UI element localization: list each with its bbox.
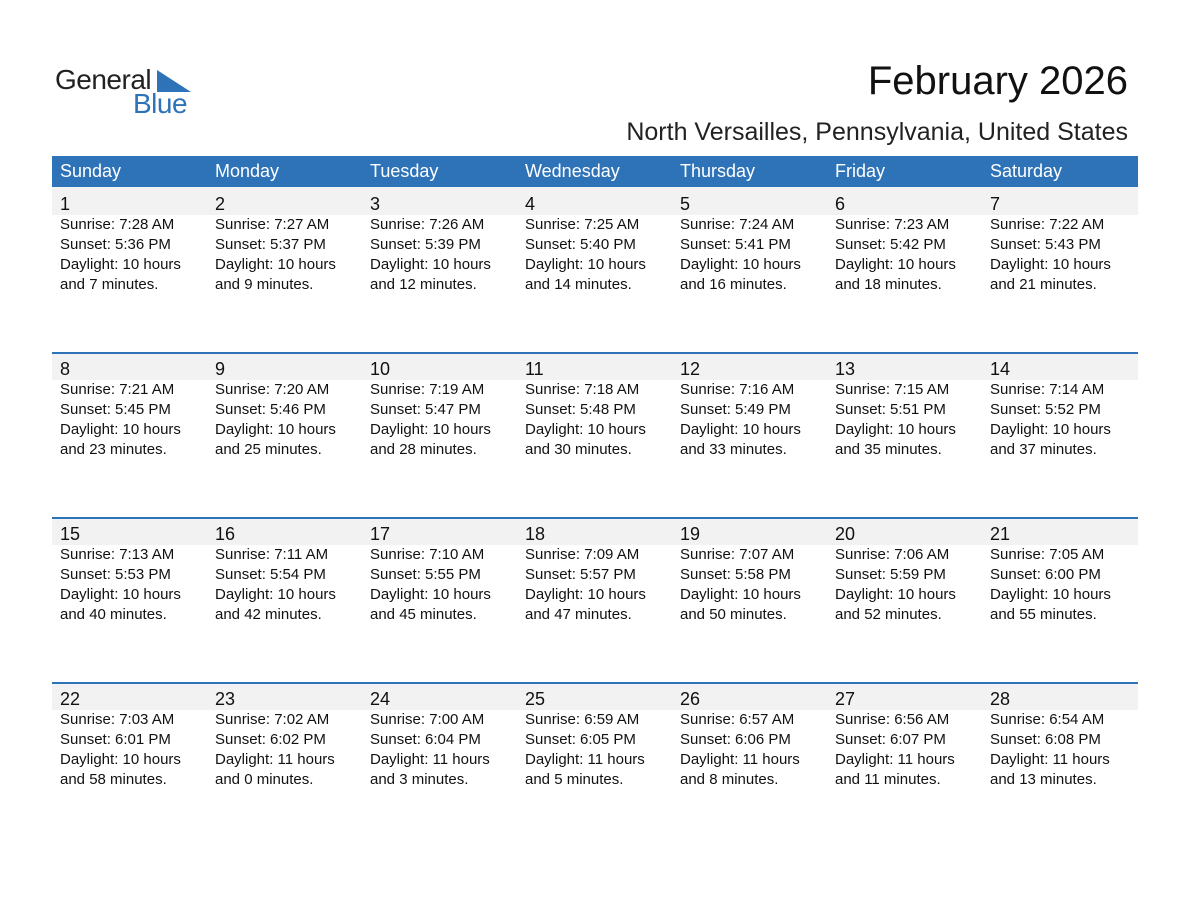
daylight-minutes: and 33 minutes. [680, 441, 787, 458]
sunset-time: Sunset: 5:52 PM [990, 401, 1101, 418]
sunset-time: Sunset: 5:36 PM [60, 236, 171, 253]
sunrise-time: Sunrise: 7:27 AM [215, 216, 330, 233]
daylight-minutes: and 58 minutes. [60, 771, 167, 788]
sunrise-time: Sunrise: 7:10 AM [370, 546, 485, 563]
daylight-hours: Daylight: 11 hours [990, 751, 1110, 768]
sunset-time: Sunset: 5:53 PM [60, 566, 171, 583]
daylight-minutes: and 47 minutes. [525, 606, 632, 623]
weekday-header: Saturday [990, 161, 1063, 181]
weekday-header: Thursday [680, 161, 756, 181]
day-cell [672, 352, 827, 460]
calendar-week [52, 517, 1138, 682]
daylight-minutes: and 3 minutes. [370, 771, 469, 788]
sunrise-time: Sunrise: 7:14 AM [990, 381, 1105, 398]
daylight-hours: Daylight: 10 hours [215, 586, 336, 603]
sunset-time: Sunset: 6:06 PM [680, 731, 791, 748]
weeks-container [52, 187, 1138, 847]
sunset-time: Sunset: 5:51 PM [835, 401, 946, 418]
day-number: 12 [680, 359, 701, 379]
sunrise-time: Sunrise: 6:59 AM [525, 711, 640, 728]
daylight-minutes: and 40 minutes. [60, 606, 167, 623]
day-cell [672, 187, 827, 295]
sunset-time: Sunset: 6:01 PM [60, 731, 171, 748]
daylight-hours: Daylight: 11 hours [835, 751, 955, 768]
sunrise-time: Sunrise: 7:11 AM [215, 546, 329, 563]
sunrise-time: Sunrise: 7:20 AM [215, 381, 330, 398]
day-cell [982, 187, 1137, 295]
sunrise-time: Sunrise: 7:07 AM [680, 546, 795, 563]
week-cells [52, 187, 1138, 295]
day-number: 24 [370, 689, 391, 709]
daylight-hours: Daylight: 10 hours [370, 586, 491, 603]
daylight-minutes: and 37 minutes. [990, 441, 1097, 458]
weekday-header: Sunday [60, 161, 122, 181]
daylight-minutes: and 42 minutes. [215, 606, 322, 623]
daylight-hours: Daylight: 10 hours [215, 421, 336, 438]
daylight-minutes: and 7 minutes. [60, 276, 159, 293]
daylight-hours: Daylight: 10 hours [60, 586, 181, 603]
daylight-hours: Daylight: 10 hours [370, 256, 491, 273]
daylight-minutes: and 30 minutes. [525, 441, 632, 458]
calendar-week [52, 682, 1138, 847]
daylight-minutes: and 13 minutes. [990, 771, 1097, 788]
day-cell [362, 682, 517, 790]
calendar-week [52, 187, 1138, 352]
day-cell [517, 682, 672, 790]
sunset-time: Sunset: 6:04 PM [370, 731, 481, 748]
day-number: 23 [215, 689, 236, 709]
sunset-time: Sunset: 5:57 PM [525, 566, 636, 583]
daylight-hours: Daylight: 11 hours [370, 751, 490, 768]
day-cell [207, 187, 362, 295]
calendar-week [52, 352, 1138, 517]
sunrise-time: Sunrise: 7:09 AM [525, 546, 640, 563]
day-number: 15 [60, 524, 81, 544]
daylight-minutes: and 35 minutes. [835, 441, 942, 458]
daylight-hours: Daylight: 10 hours [370, 421, 491, 438]
sunrise-time: Sunrise: 6:57 AM [680, 711, 795, 728]
daylight-hours: Daylight: 10 hours [990, 586, 1111, 603]
daylight-hours: Daylight: 11 hours [215, 751, 335, 768]
daylight-minutes: and 0 minutes. [215, 771, 314, 788]
sunrise-time: Sunrise: 7:18 AM [525, 381, 640, 398]
day-number: 16 [215, 524, 236, 544]
day-number: 14 [990, 359, 1011, 379]
sunset-time: Sunset: 6:05 PM [525, 731, 636, 748]
daylight-minutes: and 55 minutes. [990, 606, 1097, 623]
daylight-minutes: and 11 minutes. [835, 771, 941, 788]
generalblue-logo [55, 63, 205, 119]
day-cell [827, 352, 982, 460]
weekday-header: Wednesday [525, 161, 620, 181]
day-number: 28 [990, 689, 1011, 709]
day-cell [517, 352, 672, 460]
daylight-hours: Daylight: 10 hours [680, 421, 801, 438]
sunrise-time: Sunrise: 7:28 AM [60, 216, 175, 233]
calendar-grid [52, 156, 1138, 847]
sunrise-time: Sunrise: 7:00 AM [370, 711, 485, 728]
daylight-hours: Daylight: 10 hours [835, 586, 956, 603]
sunrise-time: Sunrise: 7:24 AM [680, 216, 795, 233]
day-cell [52, 682, 207, 790]
day-number: 11 [525, 359, 544, 379]
daylight-minutes: and 8 minutes. [680, 771, 779, 788]
daylight-minutes: and 50 minutes. [680, 606, 787, 623]
day-number: 7 [990, 194, 1001, 214]
day-cell [362, 352, 517, 460]
sunrise-time: Sunrise: 7:05 AM [990, 546, 1105, 563]
sunrise-time: Sunrise: 7:16 AM [680, 381, 795, 398]
sunset-time: Sunset: 5:45 PM [60, 401, 171, 418]
sunset-time: Sunset: 5:49 PM [680, 401, 791, 418]
day-cell [517, 517, 672, 625]
daylight-minutes: and 18 minutes. [835, 276, 942, 293]
daylight-hours: Daylight: 10 hours [525, 586, 646, 603]
daylight-hours: Daylight: 10 hours [680, 256, 801, 273]
sunset-time: Sunset: 5:42 PM [835, 236, 946, 253]
daylight-minutes: and 5 minutes. [525, 771, 624, 788]
daylight-hours: Daylight: 10 hours [525, 421, 646, 438]
sunrise-time: Sunrise: 7:13 AM [60, 546, 175, 563]
daylight-hours: Daylight: 10 hours [990, 256, 1111, 273]
day-number: 27 [835, 689, 856, 709]
day-cell [982, 517, 1137, 625]
day-cell [362, 517, 517, 625]
sunset-time: Sunset: 6:00 PM [990, 566, 1101, 583]
day-number: 17 [370, 524, 391, 544]
sunset-time: Sunset: 5:58 PM [680, 566, 791, 583]
daylight-hours: Daylight: 11 hours [680, 751, 800, 768]
day-number: 19 [680, 524, 701, 544]
daylight-hours: Daylight: 10 hours [990, 421, 1111, 438]
day-number: 20 [835, 524, 856, 544]
daylight-minutes: and 14 minutes. [525, 276, 632, 293]
day-cell [517, 187, 672, 295]
day-cell [982, 352, 1137, 460]
day-number: 13 [835, 359, 856, 379]
day-number: 8 [60, 359, 71, 379]
daylight-hours: Daylight: 10 hours [525, 256, 646, 273]
day-cell [982, 682, 1137, 790]
week-cells [52, 352, 1138, 460]
day-cell [827, 517, 982, 625]
logo-text-general: General [55, 64, 152, 95]
sunrise-time: Sunrise: 7:02 AM [215, 711, 330, 728]
day-number: 22 [60, 689, 81, 709]
sunset-time: Sunset: 5:48 PM [525, 401, 636, 418]
sunset-time: Sunset: 5:43 PM [990, 236, 1101, 253]
day-number: 5 [680, 194, 691, 214]
day-number: 21 [990, 524, 1011, 544]
day-number: 26 [680, 689, 701, 709]
daylight-minutes: and 23 minutes. [60, 441, 167, 458]
weekday-header-row [52, 156, 1138, 187]
sunrise-time: Sunrise: 7:26 AM [370, 216, 485, 233]
sunrise-time: Sunrise: 6:56 AM [835, 711, 950, 728]
daylight-minutes: and 21 minutes. [990, 276, 1097, 293]
daylight-minutes: and 52 minutes. [835, 606, 942, 623]
sunset-time: Sunset: 6:07 PM [835, 731, 946, 748]
daylight-minutes: and 12 minutes. [370, 276, 477, 293]
sunset-time: Sunset: 5:59 PM [835, 566, 946, 583]
sunset-time: Sunset: 5:55 PM [370, 566, 481, 583]
sunrise-time: Sunrise: 7:25 AM [525, 216, 640, 233]
weekday-header: Friday [835, 161, 886, 181]
sunset-time: Sunset: 5:39 PM [370, 236, 481, 253]
day-cell [672, 682, 827, 790]
weekday-header: Monday [215, 161, 280, 181]
day-number: 2 [215, 194, 226, 214]
day-number: 9 [215, 359, 226, 379]
day-number: 4 [525, 194, 536, 214]
sunrise-time: Sunrise: 7:21 AM [60, 381, 175, 398]
daylight-hours: Daylight: 10 hours [215, 256, 336, 273]
sunset-time: Sunset: 6:08 PM [990, 731, 1101, 748]
sunset-time: Sunset: 5:41 PM [680, 236, 791, 253]
daylight-minutes: and 9 minutes. [215, 276, 314, 293]
day-number: 18 [525, 524, 546, 544]
day-number: 6 [835, 194, 846, 214]
day-cell [827, 187, 982, 295]
sunrise-time: Sunrise: 7:19 AM [370, 381, 485, 398]
logo-text-blue: Blue [133, 88, 188, 119]
day-number: 1 [60, 194, 71, 214]
day-cell [827, 682, 982, 790]
daylight-hours: Daylight: 10 hours [60, 256, 181, 273]
sunrise-time: Sunrise: 6:54 AM [990, 711, 1105, 728]
day-number: 10 [370, 359, 391, 379]
daylight-hours: Daylight: 10 hours [60, 751, 181, 768]
daylight-hours: Daylight: 10 hours [680, 586, 801, 603]
daylight-hours: Daylight: 10 hours [835, 421, 956, 438]
sunrise-time: Sunrise: 7:15 AM [835, 381, 950, 398]
day-cell [672, 517, 827, 625]
day-cell [52, 187, 207, 295]
weekday-header: Tuesday [370, 161, 439, 181]
sunset-time: Sunset: 5:37 PM [215, 236, 326, 253]
week-cells [52, 517, 1138, 625]
daylight-minutes: and 28 minutes. [370, 441, 477, 458]
sunrise-time: Sunrise: 7:22 AM [990, 216, 1105, 233]
sunrise-time: Sunrise: 7:23 AM [835, 216, 950, 233]
day-number: 3 [370, 194, 381, 214]
daylight-hours: Daylight: 10 hours [60, 421, 181, 438]
day-cell [207, 517, 362, 625]
day-number: 25 [525, 689, 546, 709]
daylight-minutes: and 45 minutes. [370, 606, 477, 623]
sunset-time: Sunset: 5:40 PM [525, 236, 636, 253]
day-cell [207, 352, 362, 460]
sunset-time: Sunset: 5:54 PM [215, 566, 326, 583]
sunset-time: Sunset: 5:47 PM [370, 401, 481, 418]
location-subtitle: North Versailles, Pennsylvania, United States [626, 118, 1128, 146]
page-title: February 2026 [867, 59, 1128, 103]
day-cell [52, 352, 207, 460]
day-cell [207, 682, 362, 790]
sunrise-time: Sunrise: 7:03 AM [60, 711, 175, 728]
daylight-minutes: and 16 minutes. [680, 276, 787, 293]
daylight-minutes: and 25 minutes. [215, 441, 322, 458]
day-cell [52, 517, 207, 625]
sunset-time: Sunset: 5:46 PM [215, 401, 326, 418]
day-cell [362, 187, 517, 295]
week-cells [52, 682, 1138, 790]
daylight-hours: Daylight: 10 hours [835, 256, 956, 273]
sunset-time: Sunset: 6:02 PM [215, 731, 326, 748]
daylight-hours: Daylight: 11 hours [525, 751, 645, 768]
sunrise-time: Sunrise: 7:06 AM [835, 546, 950, 563]
